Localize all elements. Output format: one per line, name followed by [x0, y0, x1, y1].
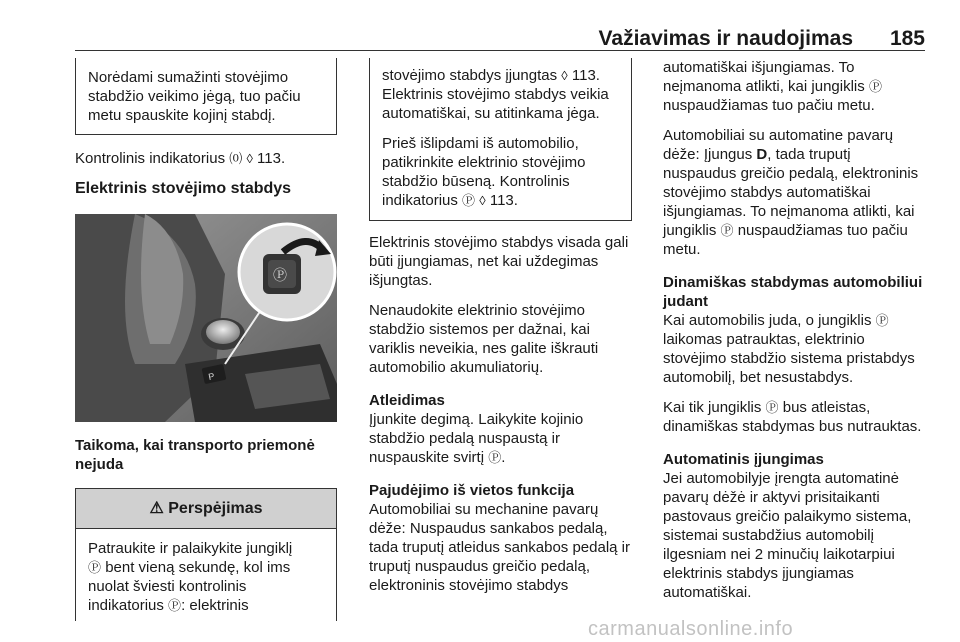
reference-arrow-icon: ◊: [561, 68, 568, 83]
reference-arrow-icon: ◊: [479, 193, 486, 208]
park-brake-icon: Ⓟ: [765, 400, 779, 415]
park-brake-icon: Ⓟ: [720, 223, 734, 238]
page-number: 185: [889, 27, 925, 50]
reference-arrow-icon: ◊: [246, 151, 253, 166]
park-brake-icon: Ⓟ: [868, 79, 882, 94]
page-header: [75, 20, 925, 51]
column-middle: [369, 58, 632, 606]
column-left: [75, 58, 337, 621]
warning-continued-p1: stovėjimo stabdys įjungtas ◊ 113. Elektrinis stovėjimo stabdys veikia automatiškai, su atitinkama jėga.: [382, 67, 609, 122]
indicator-line: Kontrolinis indikatorius ⒪ ◊ 113.: [75, 150, 286, 167]
gear-d-label: D: [756, 146, 768, 163]
warning-header: [76, 489, 336, 529]
subheading-drive-away: Pajudėjimo iš vietos funkcija: [369, 482, 575, 499]
svg-text:Ⓟ: Ⓟ: [273, 267, 287, 283]
warning-triangle-icon: ⚠: [149, 500, 164, 517]
park-brake-icon: Ⓟ: [168, 598, 182, 613]
warning-text: Patraukite ir palaikykite jungiklį Ⓟ bent vieną sekundę, kol ims nuolat šviesti kontrolinis indikatorius Ⓟ: elektrinis: [88, 540, 293, 614]
column-right: [663, 58, 925, 613]
park-brake-icon: Ⓟ: [88, 560, 102, 575]
warning-title: Perspėjimas: [168, 500, 263, 517]
chapter-title: Važiavimas ir naudojimas: [598, 27, 853, 50]
subheading-dynamic-braking: Dinamiškas stabdymas automobiliui judant: [663, 274, 923, 310]
paragraph: Automobiliai su automatine pavarų dėže: Įjungus D, tada truputį nuspaudus greičio pedalą, elektroninis stovėjimo stabdys automatiškai išjungiamas. To neįmanoma atlikti, kai jungiklis Ⓟ nuspaudžiamas tuo pačiu metu.: [663, 127, 919, 258]
park-brake-icon: Ⓟ: [488, 450, 502, 465]
warning-box-continued: [369, 58, 632, 221]
image-caption: Taikoma, kai transporto priemonė nejuda: [75, 437, 315, 473]
release-text: Įjunkite degimą. Laikykite kojinio stabdžio pedalą nuspaustą ir nuspauskite svirtį Ⓟ.: [369, 411, 584, 466]
subheading-release: Atleidimas: [369, 392, 445, 409]
paragraph: automatiškai išjungiamas. To neįmanoma atlikti, kai jungiklis Ⓟ nuspaudžiamas tuo pačiu metu.: [663, 59, 882, 114]
paragraph: Elektrinis stovėjimo stabdys visada gali būti įjungiamas, net kai uždegimas išjungtas.: [369, 234, 629, 289]
warning-box: [75, 488, 337, 621]
section-title: Elektrinis stovėjimo stabdys: [75, 180, 292, 197]
auto-apply-text: Jei automobilyje įrengta automatinė pavarų dėžė ir aktyvi prisitaikanti pastovaus greičio palaikymo sistema, sistemai sustabdžius automobilį ilgesniam nei 2 minučių laikotarpiui elektrinis stabdys įjungiamas automatiškai.: [663, 470, 912, 601]
dynamic-braking-text-2: Kai tik jungiklis Ⓟ bus atleistas, dinamiškas stabdymas bus nutrauktas.: [663, 399, 922, 435]
warning-continued-p2: Prieš išlipdami iš automobilio, patikrinkite elektrinio stovėjimo stabdžio būseną. Kontrolinis indikatorius Ⓟ ◊ 113.: [382, 135, 586, 209]
paragraph: Nenaudokite elektrinio stovėjimo stabdžio sistemos per dažnai, kai variklis neveikia, nes galite iškrauti automobilio akumuliatorių.: [369, 302, 599, 376]
note-box-text: Norėdami sumažinti stovėjimo stabdžio veikimo jėgą, tuo pačiu metu spauskite kojinį stabdį.: [88, 69, 301, 124]
brake-indicator-icon: ⒪: [229, 151, 243, 166]
svg-text:P: P: [207, 371, 216, 383]
parking-brake-photo: [75, 214, 337, 422]
dynamic-braking-text: Kai automobilis juda, o jungiklis Ⓟ laikomas patrauktas, elektrinio stovėjimo stabdžio sistema pristabdys automobilį, bet nesustabdys.: [663, 312, 915, 386]
subheading-auto-apply: Automatinis įjungimas: [663, 451, 824, 468]
park-brake-icon: Ⓟ: [462, 193, 476, 208]
note-box-continued: [75, 58, 337, 135]
drive-away-text: Automobiliai su mechanine pavarų dėže: Nuspaudus sankabos pedalą, tada truputį atleidus sankabos pedalą ir truputį nuspaudus greičio pedalą, elektroninis stovėjimo stabdys: [369, 501, 631, 594]
console-illustration: [75, 214, 337, 422]
watermark: carmanualsonline.info: [588, 618, 794, 640]
park-brake-icon: Ⓟ: [875, 313, 889, 328]
